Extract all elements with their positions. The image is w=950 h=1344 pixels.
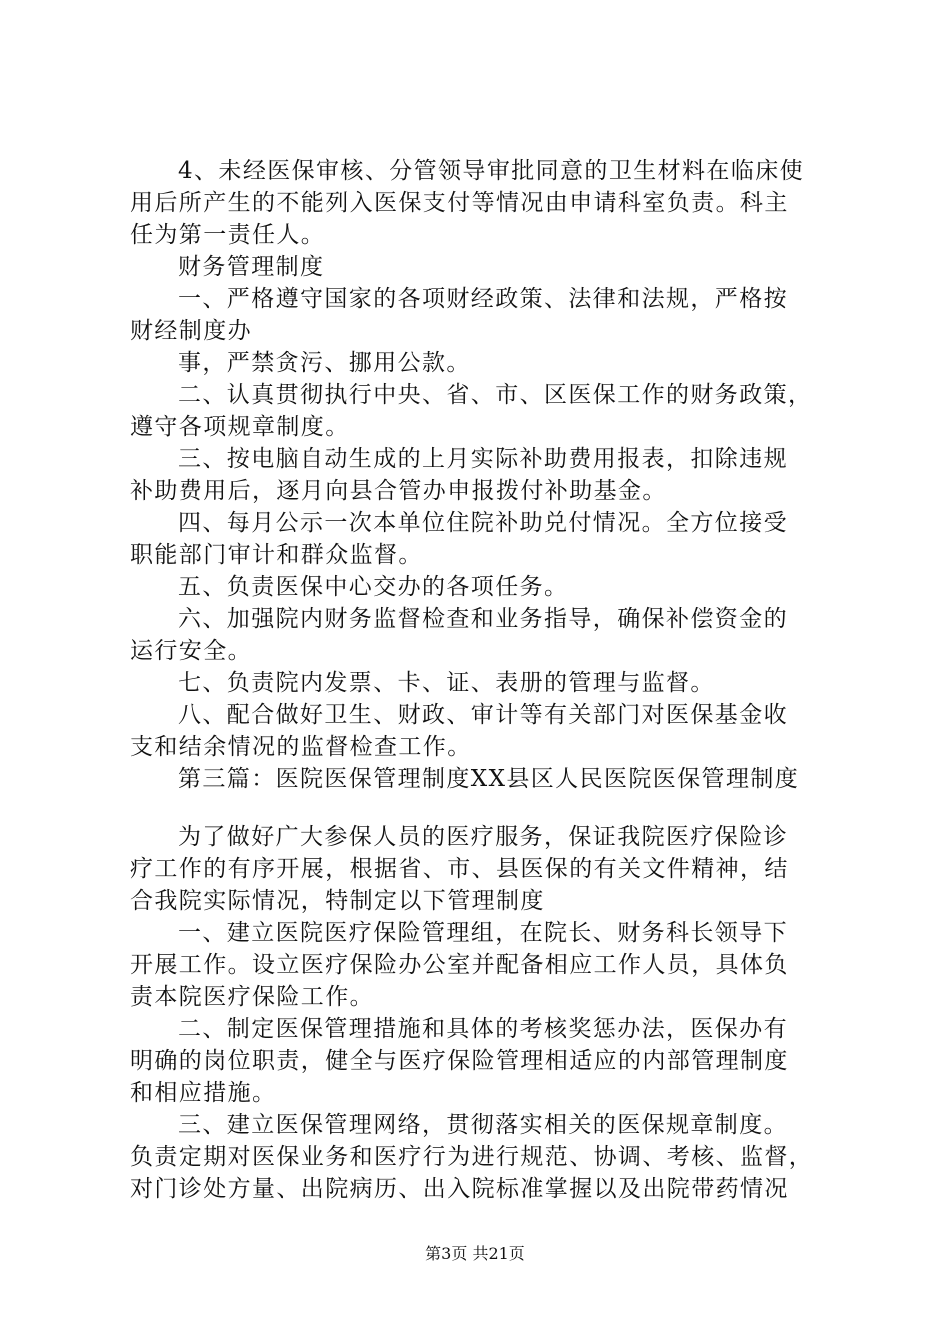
text-line: 明确的岗位职责，健全与医疗保险管理相适应的内部管理制度 bbox=[130, 1048, 789, 1074]
text-line: 七、负责院内发票、卡、证、表册的管理与监督。 bbox=[178, 670, 715, 696]
text-line: 职能部门审计和群众监督。 bbox=[130, 542, 423, 568]
text-line: 八、配合做好卫生、财政、审计等有关部门对医保基金收 bbox=[178, 702, 788, 728]
text-line: 和相应措施。 bbox=[130, 1080, 277, 1106]
document-body bbox=[130, 155, 830, 1205]
text-line: 支和结余情况的监督检查工作。 bbox=[130, 734, 472, 760]
text-line: 财经制度办 bbox=[130, 318, 252, 344]
page-footer: 第3页 共21页 bbox=[425, 1244, 525, 1263]
text-line: 开展工作。设立医疗保险办公室并配备相应工作人员，具体负 bbox=[130, 952, 789, 978]
text-line: 事，严禁贪污、挪用公款。 bbox=[178, 350, 471, 376]
text-line: 运行安全。 bbox=[130, 638, 252, 664]
text-line: 责本院医疗保险工作。 bbox=[130, 984, 374, 1010]
text-line: 补助费用后，逐月向县合管办申报拨付补助基金。 bbox=[130, 478, 667, 504]
text-line: 负责定期对医保业务和医疗行为进行规范、协调、考核、监督， bbox=[130, 1144, 814, 1170]
text-line: 遵守各项规章制度。 bbox=[130, 414, 350, 440]
text-line: 四、每月公示一次本单位住院补助兑付情况。全方位接受 bbox=[178, 510, 788, 536]
text-line: 一、严格遵守国家的各项财经政策、法律和法规，严格按 bbox=[178, 286, 788, 312]
text-line: 对门诊处方量、出院病历、出入院标准掌握以及出院带药情况 bbox=[130, 1176, 789, 1202]
text-line: 用后所产生的不能列入医保支付等情况由申请科室负责。科主 bbox=[130, 190, 789, 216]
text-line: 六、加强院内财务监督检查和业务指导，确保补偿资金的 bbox=[178, 606, 788, 632]
text-line: 第三篇：医院医保管理制度XX县区人民医院医保管理制度 bbox=[178, 766, 800, 792]
text-line: 一、建立医院医疗保险管理组，在院长、财务科长领导下 bbox=[178, 920, 788, 946]
text-line: 疗工作的有序开展，根据省、市、县医保的有关文件精神，结 bbox=[130, 856, 789, 882]
blank-line bbox=[130, 795, 830, 821]
text-line: 4、未经医保审核、分管领导审批同意的卫生材料在临床使 bbox=[178, 158, 805, 184]
text-line: 合我院实际情况，特制定以下管理制度 bbox=[130, 888, 545, 914]
text-line: 二、认真贯彻执行中央、省、市、区医保工作的财务政策， bbox=[178, 382, 813, 408]
text-line: 三、建立医保管理网络，贯彻落实相关的医保规章制度。 bbox=[178, 1112, 788, 1138]
text-line: 为了做好广大参保人员的医疗服务，保证我院医疗保险诊 bbox=[178, 824, 788, 850]
text-line: 任为第一责任人。 bbox=[130, 222, 326, 248]
text-line: 五、负责医保中心交办的各项任务。 bbox=[178, 574, 569, 600]
text-line: 三、按电脑自动生成的上月实际补助费用报表，扣除违规 bbox=[178, 446, 788, 472]
text-line: 二、制定医保管理措施和具体的考核奖惩办法，医保办有 bbox=[178, 1016, 788, 1042]
text-line: 财务管理制度 bbox=[178, 254, 325, 280]
